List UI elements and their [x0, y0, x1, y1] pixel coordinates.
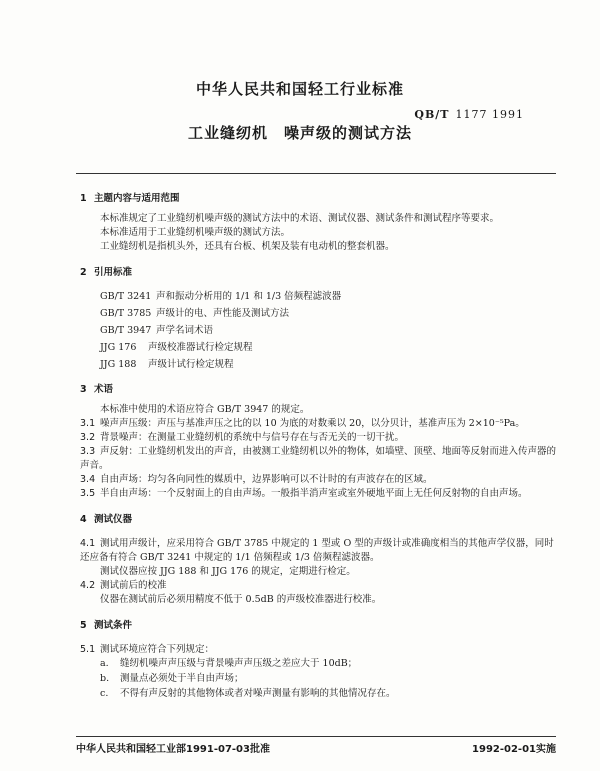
section-1-para: 本标准规定了工业缝纫机噪声级的测试方法中的术语、测试仪器、测试条件和测试程序等要求。 [100, 213, 500, 224]
condition-sub-item: b. 测量点必须处于半自由声场； [100, 673, 244, 684]
instrument-note: 仪器在测试前后必须用精度不低于 0.5dB 的声级校准器进行校准。 [100, 594, 382, 605]
standard-code-prefix: QB/T [414, 108, 450, 121]
section-2-heading: 2 引用标准 [80, 267, 133, 278]
instrument-note: 测试仪器应按 JJG 188 和 JJG 176 的规定，定期进行检定。 [100, 566, 356, 577]
top-rule [76, 173, 556, 174]
term-item: 3.1 噪声声压级：声压与基准声压之比的以 10 为底的对数乘以 20，以分贝计，基准声压为 2×10⁻⁵Pa。 [80, 418, 525, 429]
term-item: 3.3 声反射：工业缝纫机发出的声音，由被测工业缝纫机以外的物体，如墙壁、顶壁、地面等反射而进入传声器的声音。 [80, 446, 557, 471]
bottom-rule [76, 736, 556, 737]
standard-code-number: 1177 1991 [455, 108, 524, 121]
section-1-para: 工业缝纫机是指机头外，还具有台板、机架及装有电动机的整套机器。 [100, 241, 395, 252]
standard-code [414, 108, 524, 121]
approval-date: 中华人民共和国轻工业部1991-07-03批准 [76, 744, 270, 755]
section-4-heading: 4 测试仪器 [80, 514, 133, 525]
term-item: 3.5 半自由声场：一个反射面上的自由声场。一般指半消声室或室外硬地平面上无任何反射物的自由声场。 [80, 488, 528, 499]
instrument-item: 4.1 测试用声级计，应采用符合 GB/T 3785 中规定的 1 型或 O 型的声级计或准确度相当的其他声学仪器，同时还应备有符合 GB/T 3241 中规定的 1/1 倍频程或 1/3 倍频程滤波器。 [80, 538, 554, 563]
standard-header: 中华人民共和国轻工行业标准 [195, 80, 404, 98]
term-item: 3.2 背景噪声：在测量工业缝纫机的系统中与信号存在与否无关的一切干扰。 [80, 432, 405, 443]
implementation-date: 1992-02-01实施 [472, 744, 556, 755]
condition-sub-item: a. 缝纫机噪声声压级与背景噪声声压级之差应大于 10dB； [100, 658, 358, 669]
reference-item: GB/T 3785 声级计的电、声性能及测试方法 [100, 308, 290, 319]
document-title [0, 122, 600, 143]
condition-sub-item: c. 不得有声反射的其他物体或者对噪声测量有影响的其他情况存在。 [100, 688, 396, 699]
section-3-heading: 3 术语 [80, 384, 114, 395]
section-5-heading: 5 测试条件 [80, 620, 133, 631]
title-part2: 噪声级的测试方法 [284, 124, 413, 142]
section-1-para: 本标准适用于工业缝纫机噪声级的测试方法。 [100, 227, 291, 238]
document-body [80, 188, 558, 702]
condition-item: 5.1 测试环境应符合下列规定： [80, 644, 215, 655]
section-3-intro: 本标准中使用的术语应符合 GB/T 3947 的规定。 [100, 404, 310, 415]
reference-item: GB/T 3947 声学名词术语 [100, 325, 214, 336]
section-1-heading: 1 主题内容与适用范围 [80, 193, 180, 204]
instrument-item: 4.2 测试前后的校准 [80, 580, 167, 591]
term-item: 3.4 自由声场：均匀各向同性的媒质中，边界影响可以不计时的有声波存在的区域。 [80, 474, 433, 485]
reference-item: JJG 176 声级校准器试行检定规程 [100, 342, 253, 353]
reference-item: JJG 188 声级计试行检定规程 [100, 359, 234, 370]
reference-item: GB/T 3241 声和振动分析用的 1/1 和 1/3 倍频程滤波器 [100, 291, 342, 302]
title-part1: 工业缝纫机 [187, 124, 268, 142]
